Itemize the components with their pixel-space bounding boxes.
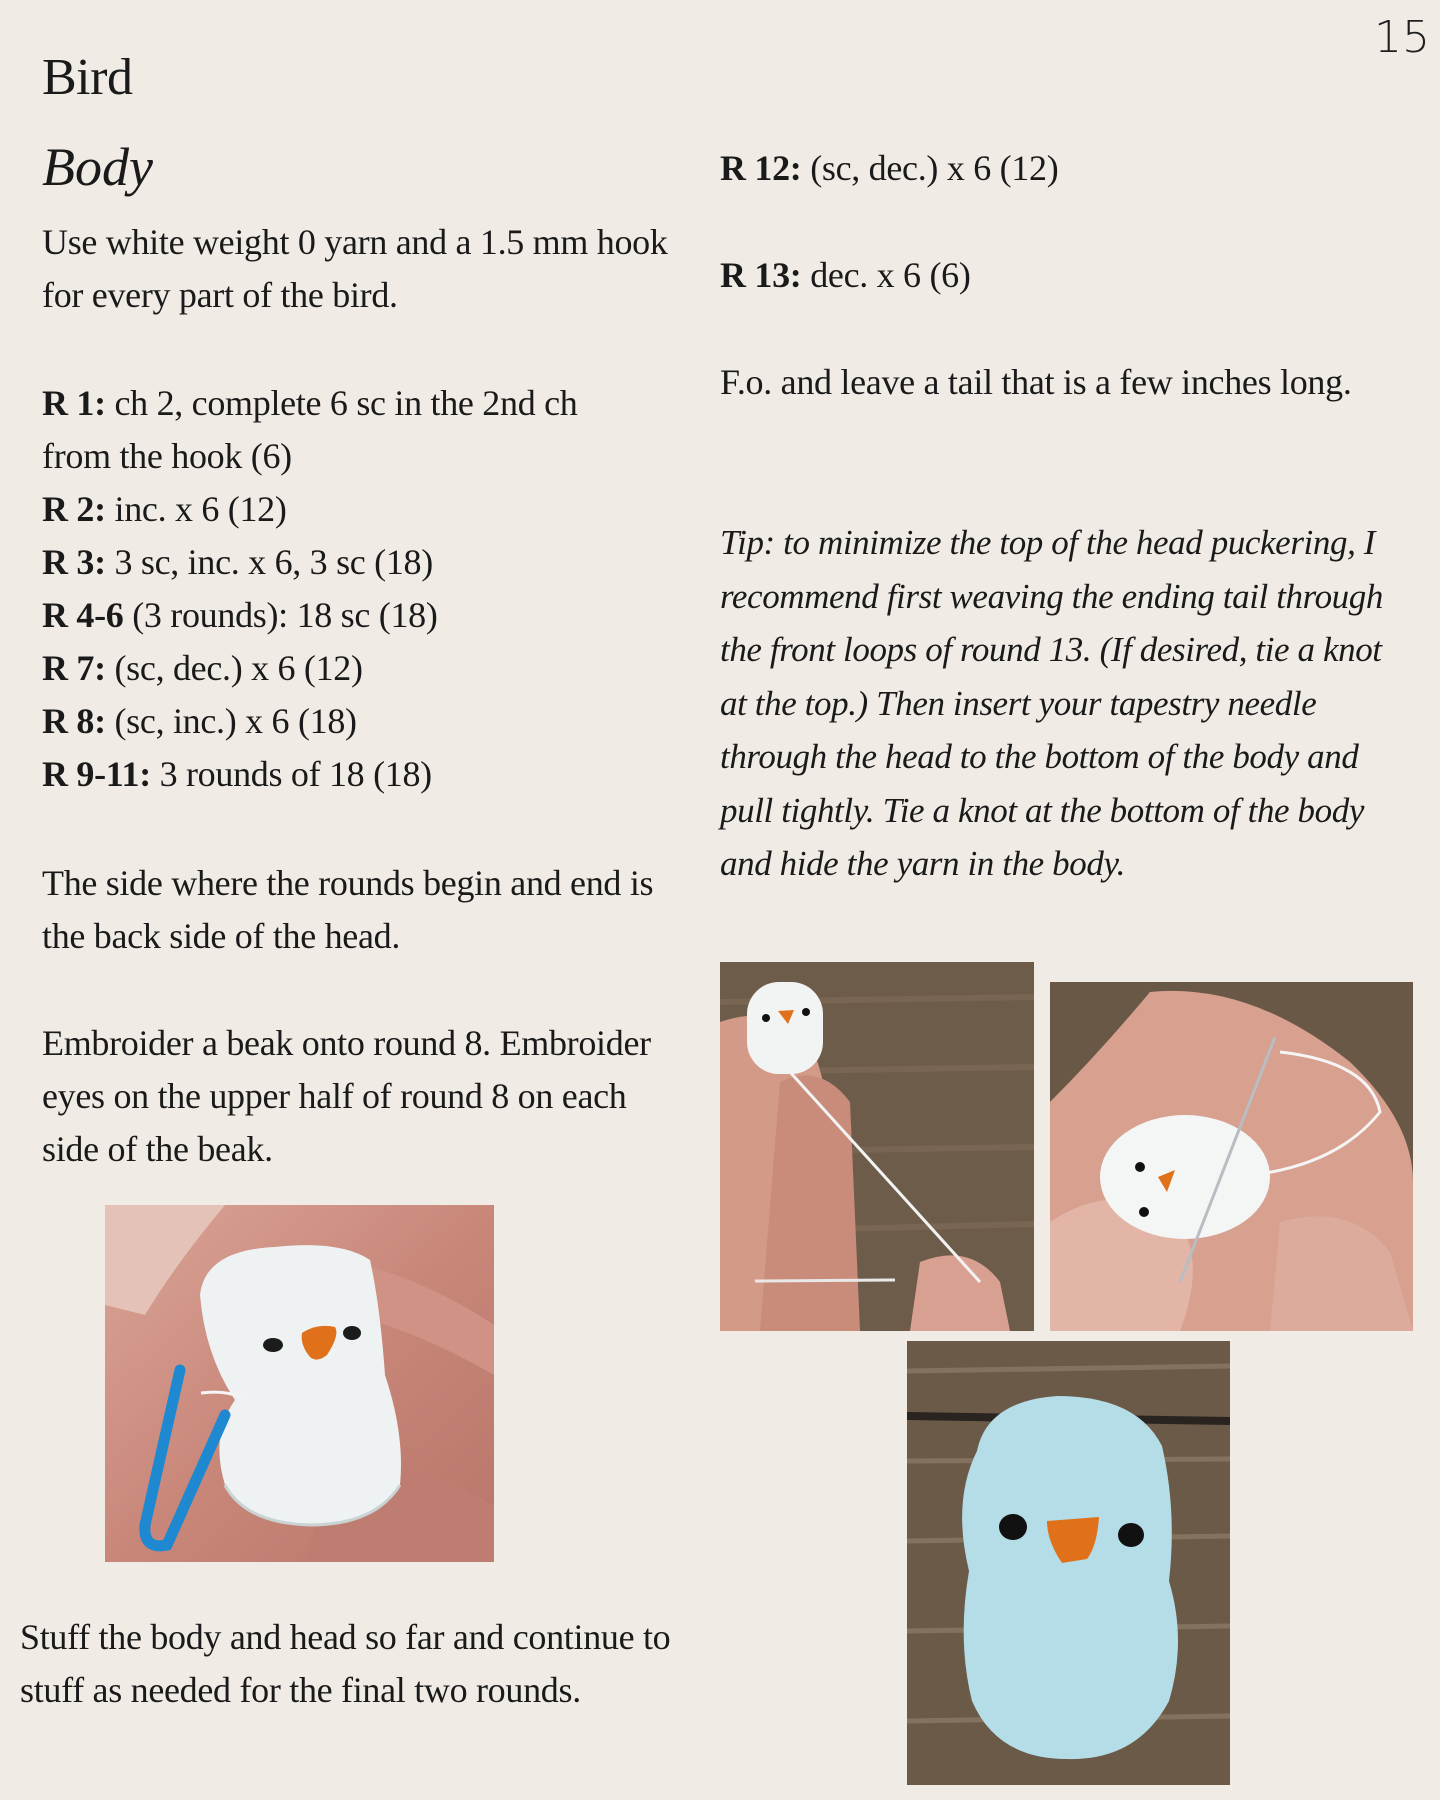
round-label: R 12: (720, 148, 802, 188)
round-text: (sc, inc.) x 6 (18) (105, 701, 357, 741)
embroider-note: Embroider a beak onto round 8. Embroider eyes on the upper half of round 8 on each side of the beak. (42, 1023, 651, 1169)
round-8 (42, 695, 577, 748)
stuff-note: Stuff the body and head so far and continue to stuff as needed for the final two rounds. (20, 1617, 671, 1710)
section-title: Body (42, 137, 153, 197)
round-label: R 13: (720, 255, 802, 295)
photo-bird-with-tail (720, 962, 1034, 1331)
round-2 (42, 483, 577, 536)
round-label: R 1: (42, 383, 106, 423)
tip-note: Tip: to minimize the top of the head puckering, I recommend first weaving the ending tail through the front loops of round 13. (If desired, tie a knot at the top.) Then insert your tapestry needle through the head to the bottom of the body and pull tightly. Tie a knot at the bottom of the body and hide the yarn in the body. (720, 523, 1383, 883)
intro-text: Use white weight 0 yarn and a 1.5 mm hook for every part of the bird. (42, 222, 668, 315)
round-label: R 9-11: (42, 754, 151, 794)
photo-white-bird-marker (105, 1205, 494, 1562)
round-label: R 4-6 (42, 595, 124, 635)
round-label: R 7: (42, 648, 106, 688)
page-title: Bird (42, 49, 133, 106)
round-3 (42, 536, 577, 589)
round-text: inc. x 6 (12) (105, 489, 287, 529)
round-1 (42, 377, 577, 430)
rounds-list-left (42, 377, 577, 801)
round-7 (42, 642, 577, 695)
round-label: R 3: (42, 542, 106, 582)
round-text: dec. x 6 (6) (801, 255, 971, 295)
page-number: 15 (1374, 12, 1430, 63)
fasten-off-note: F.o. and leave a tail that is a few inches long. (720, 362, 1352, 402)
photo-needle-through-head (1050, 982, 1413, 1331)
round-text: ch 2, complete 6 sc in the 2nd ch (105, 383, 578, 423)
round-text: 3 rounds of 18 (18) (150, 754, 432, 794)
round-label: R 2: (42, 489, 106, 529)
round-9-11 (42, 748, 577, 801)
rounds-list-right (720, 142, 1058, 302)
round-1-cont: from the hook (6) (42, 436, 292, 476)
round-text: (3 rounds): 18 sc (18) (123, 595, 438, 635)
round-4-6 (42, 589, 577, 642)
round-label: R 8: (42, 701, 106, 741)
photo-finished-blue-bird (907, 1341, 1230, 1785)
round-text: (sc, dec.) x 6 (12) (105, 648, 363, 688)
round-text: 3 sc, inc. x 6, 3 sc (18) (105, 542, 433, 582)
round-text: (sc, dec.) x 6 (12) (801, 148, 1059, 188)
round-13 (720, 249, 1058, 302)
round-12 (720, 142, 1058, 195)
back-side-note: The side where the rounds begin and end is the back side of the head. (42, 863, 654, 956)
